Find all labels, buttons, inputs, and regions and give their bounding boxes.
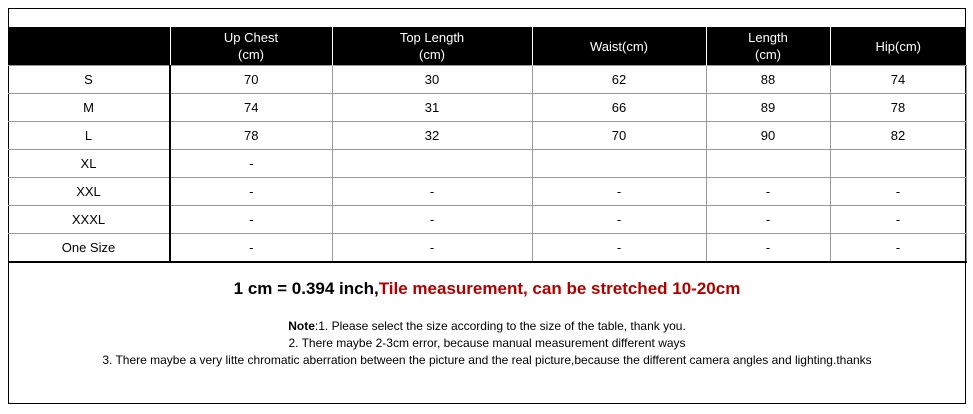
table-cell: 70 bbox=[532, 122, 706, 150]
table-cell: - bbox=[830, 234, 966, 263]
table-row bbox=[8, 206, 966, 234]
table-cell: 30 bbox=[332, 66, 532, 94]
header-waist: Waist(cm) bbox=[532, 27, 706, 66]
table-cell: - bbox=[706, 234, 830, 263]
table-cell bbox=[706, 150, 830, 178]
table-cell: - bbox=[706, 206, 830, 234]
header-length: Length (cm) bbox=[706, 27, 830, 66]
notes-block bbox=[8, 318, 966, 369]
size-label: M bbox=[8, 94, 170, 122]
table-cell: - bbox=[532, 206, 706, 234]
size-table bbox=[8, 27, 967, 263]
note-line-3: 3. There maybe a very litte chromatic aberration between the picture and the real picture,because the different camera angles and lighting.thanks bbox=[102, 353, 872, 367]
table-cell: - bbox=[170, 234, 332, 263]
table-cell: 32 bbox=[332, 122, 532, 150]
size-label: One Size bbox=[8, 234, 170, 263]
note-label: Note bbox=[288, 319, 315, 333]
table-cell: 70 bbox=[170, 66, 332, 94]
table-cell: - bbox=[532, 234, 706, 263]
table-cell: 89 bbox=[706, 94, 830, 122]
table-cell: 62 bbox=[532, 66, 706, 94]
header-up-chest: Up Chest (cm) bbox=[170, 27, 332, 66]
size-label: XXXL bbox=[8, 206, 170, 234]
stretch-warning-text: Tile measurement, can be stretched 10-20cm bbox=[378, 279, 741, 298]
table-row bbox=[8, 178, 966, 206]
size-label: XL bbox=[8, 150, 170, 178]
header-top-length: Top Length (cm) bbox=[332, 27, 532, 66]
size-label: XXL bbox=[8, 178, 170, 206]
size-label: L bbox=[8, 122, 170, 150]
table-row bbox=[8, 150, 966, 178]
table-cell: - bbox=[170, 206, 332, 234]
table-cell: - bbox=[830, 178, 966, 206]
table-row bbox=[8, 122, 966, 150]
table-cell bbox=[830, 150, 966, 178]
table-cell: - bbox=[830, 206, 966, 234]
conversion-text: 1 cm = 0.394 inch, bbox=[233, 279, 379, 298]
table-cell: - bbox=[332, 206, 532, 234]
table-cell: - bbox=[170, 178, 332, 206]
table-cell: 78 bbox=[830, 94, 966, 122]
table-cell: - bbox=[332, 178, 532, 206]
table-cell: 66 bbox=[532, 94, 706, 122]
table-cell: 90 bbox=[706, 122, 830, 150]
table-cell: 88 bbox=[706, 66, 830, 94]
table-cell: - bbox=[532, 178, 706, 206]
table-cell bbox=[332, 150, 532, 178]
table-row bbox=[8, 234, 966, 263]
table-cell: 78 bbox=[170, 122, 332, 150]
conversion-line bbox=[8, 279, 966, 299]
table-cell: 31 bbox=[332, 94, 532, 122]
table-cell: - bbox=[706, 178, 830, 206]
table-cell: 74 bbox=[830, 66, 966, 94]
size-label: S bbox=[8, 66, 170, 94]
note-line-1 bbox=[8, 318, 966, 335]
table-cell bbox=[532, 150, 706, 178]
table-cell: - bbox=[170, 150, 332, 178]
header-hip: Hip(cm) bbox=[830, 27, 966, 66]
table-row bbox=[8, 66, 966, 94]
header-corner bbox=[8, 27, 170, 66]
table-cell: 74 bbox=[170, 94, 332, 122]
note-text-1: :1. Please select the size according to the size of the table, thank you. bbox=[314, 319, 686, 333]
note-line-2: 2. There maybe 2-3cm error, because manual measurement different ways bbox=[288, 336, 686, 350]
table-cell: 82 bbox=[830, 122, 966, 150]
table-cell: - bbox=[332, 234, 532, 263]
table-row bbox=[8, 94, 966, 122]
header-row bbox=[8, 27, 966, 66]
